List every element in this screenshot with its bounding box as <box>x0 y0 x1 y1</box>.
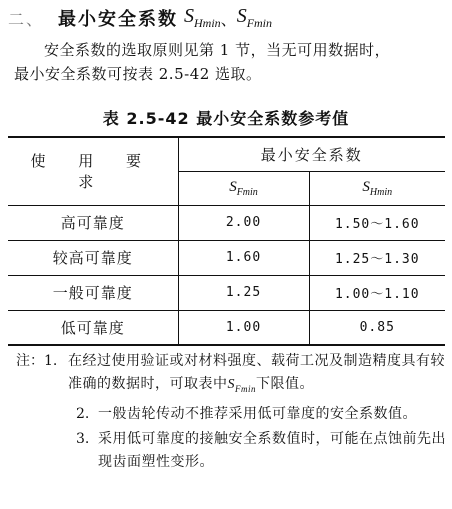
symbol-s-fmin: $S_{Fmin}$ <box>236 5 273 30</box>
table-row <box>8 205 445 240</box>
note-2-lead: 2. <box>76 405 90 422</box>
symbol-s-hmin: $S_{Hmin}$ <box>184 5 221 30</box>
intro-line-1: 安全系数的选取原则见第 1 节，当无可用数据时， <box>44 41 391 59</box>
note-2 <box>16 403 446 426</box>
row-requirement: 较高可靠度 <box>8 240 178 275</box>
safety-factor-table <box>8 136 445 344</box>
row-s-hmin: 1.25～1.30 <box>309 240 445 275</box>
note-3-lead: 3. <box>76 430 90 447</box>
table-row <box>8 240 445 275</box>
row-s-fmin: 1.60 <box>178 240 309 275</box>
table-notes <box>16 350 446 476</box>
row-s-hmin: 1.00～1.10 <box>309 275 445 310</box>
header-s-fmin: $S_{Fmin}$ <box>178 171 309 205</box>
row-requirement: 高可靠度 <box>8 205 178 240</box>
row-s-hmin: 1.50～1.60 <box>309 205 445 240</box>
row-s-fmin: 1.25 <box>178 275 309 310</box>
row-s-fmin: 2.00 <box>178 205 309 240</box>
intro-paragraph <box>14 38 444 86</box>
header-s-hmin: $S_{Hmin}$ <box>309 171 445 205</box>
symbol-separator: 、 <box>220 9 237 29</box>
note-3 <box>16 428 446 474</box>
header-min-safety-factor: 最小安全系数 <box>178 137 445 171</box>
header-usage-requirement: 使 用 要 求 <box>8 137 178 205</box>
table-row <box>8 310 445 345</box>
section-title-text: 最小安全系数 <box>58 9 178 30</box>
note-1 <box>16 350 446 401</box>
note-3-body: 采用低可靠度的接触安全系数值时，可能在点蚀前先出现齿面塑性变形。 <box>98 430 446 470</box>
note-1-lead: 注：1. <box>16 353 58 369</box>
table-row <box>8 275 445 310</box>
row-requirement: 一般可靠度 <box>8 275 178 310</box>
row-s-fmin: 1.00 <box>178 310 309 345</box>
row-requirement: 低可靠度 <box>8 310 178 345</box>
table-caption: 表 2.5-42 最小安全系数参考值 <box>102 109 350 128</box>
row-s-hmin: 0.85 <box>309 310 445 345</box>
note-2-body: 一般齿轮传动不推荐采用低可靠度的安全系数值。 <box>98 405 417 422</box>
table-header-row <box>8 137 445 171</box>
note-1-body: 在经过使用验证或对材料强度、载荷工况及制造精度具有较准确的数据时，可取表中$S_{Fmin}$下限值。 <box>68 353 445 394</box>
intro-line-2: 最小安全系数可按表 2.5-42 选取。 <box>14 65 262 83</box>
section-number: 二、 <box>8 9 45 29</box>
section-heading <box>8 3 448 33</box>
